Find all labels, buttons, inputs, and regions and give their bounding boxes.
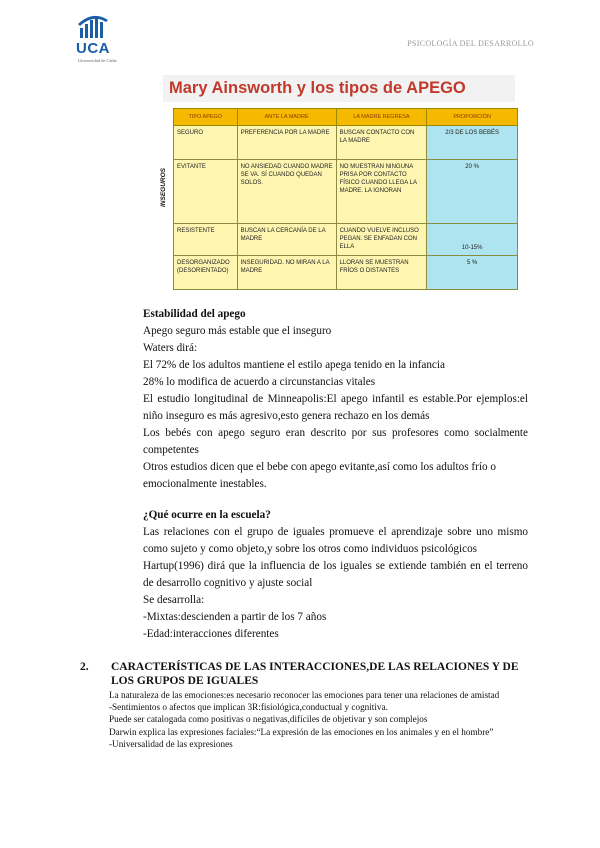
paragraph: Hartup(1996) dirá que la influencia de los iguales se extiende también en el terreno de desarrollo cognitivo y ajuste social — [143, 560, 528, 589]
table-cell: SEGURO — [174, 126, 238, 160]
paragraph: Puede ser catalogada como positivas o negativas,difíciles de objetivar y son complejos — [109, 714, 428, 725]
table-cell: LLORAN SE MUESTRAN FRÍOS O DISTANTES — [336, 256, 427, 290]
table-cell: BUSCAN CONTACTO CON LA MADRE — [336, 126, 427, 160]
table-cell: 2/3 DE LOS BEBÉS — [427, 126, 518, 160]
paragraph: -Sentimientos o afectos que implican 3R:fisiológica,conductual y cognitiva. — [109, 702, 388, 713]
paragraph: Los bebés con apego seguro eran descrito por sus profesores como socialmente competentes — [143, 427, 528, 456]
table-cell: RESISTENTE — [174, 224, 238, 256]
paragraph: Otros estudios dicen que el bebe con apego evitante,así como los adultos frío o emocionalmente inestables. — [143, 461, 496, 490]
table-cell: BUSCAN LA CERCANÍA DE LA MADRE — [237, 224, 336, 256]
logo-text: UCA — [76, 40, 110, 57]
paragraph: Se desarrolla: — [143, 594, 205, 606]
table-cell: DESORGANIZADO (DESORIENTADO) — [174, 256, 238, 290]
paragraph: El 72% de los adultos mantiene el estilo apega tenido en la infancia — [143, 359, 445, 371]
table-row — [174, 224, 518, 256]
uca-emblem-icon — [76, 14, 110, 40]
university-logo — [76, 14, 126, 70]
paragraph: Apego seguro más estable que el inseguro — [143, 325, 332, 337]
paragraph: -Edad:interacciones diferentes — [143, 628, 279, 640]
slide-title: Mary Ainsworth y los tipos de APEGO — [163, 75, 515, 102]
table-cell: PREFERENCIA POR LA MADRE — [237, 126, 336, 160]
paragraph: -Universalidad de las expresiones — [109, 738, 233, 749]
paragraph: Waters dirá: — [143, 342, 198, 354]
section-heading: CARACTERÍSTICAS DE LAS INTERACCIONES,DE LAS RELACIONES Y DE LOS GRUPOS DE IGUALES — [111, 661, 519, 687]
table-cell: 10-15% — [427, 224, 518, 256]
table-header-row — [174, 109, 518, 126]
table-cell: CUANDO VUELVE INCLUSO PEGAN. SE ENFADAN CON ELLA — [336, 224, 427, 256]
table-row — [174, 126, 518, 160]
paragraph: Darwin explica las expresiones faciales:“La expresión de las emociones en los animales y en el hombre” — [109, 726, 494, 737]
paragraph: La naturaleza de las emociones:es necesario reconocer las emociones para tener una relaciones de amistad — [109, 690, 500, 700]
logo-subtitle: Universidad de Cádiz — [78, 58, 117, 63]
column-header: PROPORCIÓN — [427, 109, 518, 126]
paragraph: 28% lo modifica de acuerdo a circunstancias vitales — [143, 376, 376, 388]
table-cell: 20 % — [427, 160, 518, 224]
section-caracteristicas-body — [109, 689, 529, 750]
paragraph: El estudio longitudinal de Minneapolis:El apego infantil es estable.Por ejemplos:el niño inseguro es más agresivo,esto genera rechazo en los demás — [143, 393, 528, 422]
section-estabilidad — [143, 306, 528, 493]
table-cell: INSEGURIDAD. NO MIRAN A LA MADRE — [237, 256, 336, 290]
section-number: 2. — [80, 661, 89, 673]
table-cell: 5 % — [427, 256, 518, 290]
slide-image — [157, 72, 520, 300]
table-cell: EVITANTE — [174, 160, 238, 224]
column-header: TIPO APEGO — [174, 109, 238, 126]
column-header: LA MADRE REGRESA — [336, 109, 427, 126]
table-cell: NO MUESTRAN NINGUNA PRISA POR CONTACTO FÍSICO CUANDO LLEGA LA MADRE. LA IGNORAN — [336, 160, 427, 224]
section-heading: ¿Qué ocurre en la escuela? — [143, 509, 271, 521]
section-heading: Estabilidad del apego — [143, 308, 246, 320]
inseguros-side-label: INSEGUROS — [160, 167, 167, 207]
attachment-table — [173, 108, 518, 290]
paragraph: Las relaciones con el grupo de iguales promueve el aprendizaje sobre uno mismo como sujeto y como objeto,y sobre los otros como individuos psicológicos — [143, 526, 528, 555]
paragraph: -Mixtas:descienden a partir de los 7 años — [143, 611, 327, 623]
running-header: PSICOLOGÍA DEL DESARROLLO — [407, 39, 534, 48]
table-row — [174, 160, 518, 224]
table-row — [174, 256, 518, 290]
table-cell: NO ANSIEDAD CUANDO MADRE SE VA. SÍ CUANDO QUEDAN SOLOS. — [237, 160, 336, 224]
column-header: ANTE LA MADRE — [237, 109, 336, 126]
section-escuela — [143, 507, 528, 643]
